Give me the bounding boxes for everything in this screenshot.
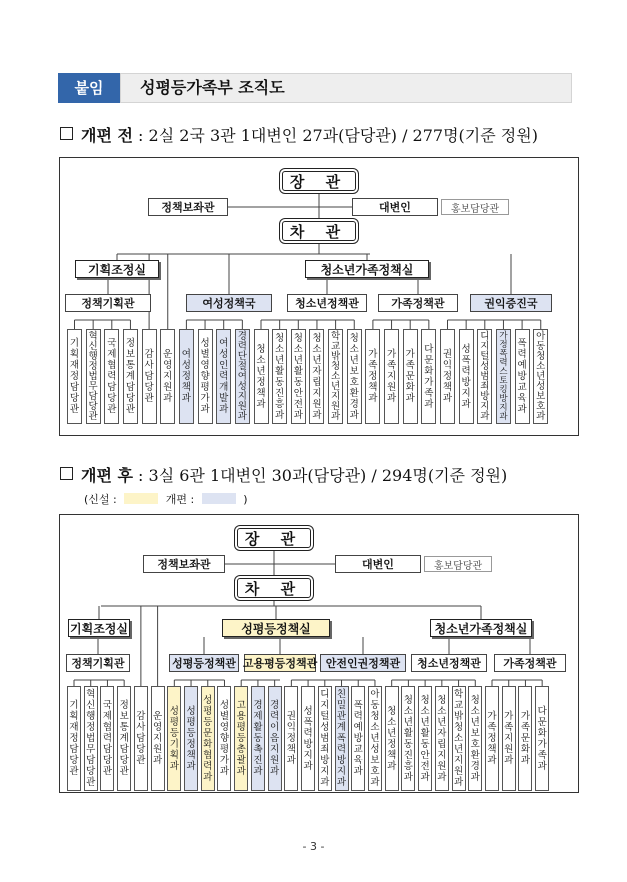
unit-box: 청 소 년 활 동 안 전 과 [418,686,432,791]
unit-box: 폭 력 예 방 교 육 과 [515,329,530,424]
unit-box: 청 소 년 자 립 지 원 과 [309,329,324,424]
bureau-box: 안전인권정책관 [320,654,406,672]
unit-box: 가 족 지 원 과 [384,329,399,424]
unit-box: 아 동 청 소 년 성 보 호 과 [368,686,382,791]
unit-box: 경 력 이 음 지 원 과 [268,686,282,791]
office-box: 청소년가족정책실 [305,260,429,278]
unit-box: 운 영 지 원 과 [151,686,165,791]
page-number: - 3 - [302,840,325,853]
unit-box: 학 교 밖 청 소 년 지 원 과 [452,686,466,791]
unit-box: 청 소 년 정 책 과 [385,686,399,791]
unit-box: 정 보 통 계 담 당 관 [123,329,138,424]
unit-box: 폭 력 예 방 교 육 과 [351,686,365,791]
unit-box: 성 폭 력 방 지 과 [301,686,315,791]
vice-minister-box: 차 관 [282,221,356,241]
bureau-box: 가족정책관 [494,654,566,672]
unit-box: 성 평 등 정 책 과 [184,686,198,791]
unit-box: 친 밀 관 계 폭 력 방 지 과 [335,686,349,791]
spokesperson-box: 대변인 [335,555,421,573]
unit-box: 권 익 정 책 과 [440,329,455,424]
legend-close: ) [243,493,248,506]
unit-box: 다 문 화 가 족 과 [421,329,436,424]
before-label: 개편 전 [81,126,133,145]
pr-officer-box: 홍보담당관 [424,556,492,572]
minister-box: 장 관 [237,528,311,548]
office-box: 청소년가족정책실 [430,619,532,637]
unit-box: 고 용 평 등 총 괄 과 [234,686,248,791]
bureau-box: 가족정책관 [378,294,458,312]
unit-box: 가 족 정 책 과 [485,686,499,791]
unit-box: 가 족 문 화 과 [518,686,532,791]
legend-reorg-label: 개편 : [165,493,195,506]
bureau-box: 여성정책국 [186,294,272,312]
bureau-box: 청소년정책관 [287,294,367,312]
unit-box: 디 지 털 성 범 죄 방 지 과 [477,329,492,424]
spokesperson-box: 대변인 [352,198,438,216]
unit-box: 감 사 담 당 관 [142,329,157,424]
office-box: 기획조정실 [68,619,130,637]
unit-box: 청 소 년 활 동 안 전 과 [291,329,306,424]
unit-box: 성 폭 력 방 지 과 [459,329,474,424]
unit-box: 감 사 담 당 관 [134,686,148,791]
bureau-box: 정책기획관 [65,294,151,312]
bureau-box: 고용평등정책관 [244,654,316,672]
unit-box: 정 보 통 계 담 당 관 [117,686,131,791]
unit-box: 국 제 협 력 담 당 관 [100,686,114,791]
unit-box: 학 교 밖 청 소 년 지 원 과 [328,329,343,424]
unit-box: 가 족 지 원 과 [502,686,516,791]
unit-box: 청 소 년 보 호 환 경 과 [468,686,482,791]
policy-aide-box: 정책보좌관 [143,555,225,573]
unit-box: 혁 신 행 정 법 무 담 당 관 [84,686,98,791]
unit-box: 가 족 정 책 과 [365,329,380,424]
bureau-box: 성평등정책관 [169,654,239,672]
unit-box: 청 소 년 활 동 진 흥 과 [272,329,287,424]
vice-minister-box: 차 관 [237,578,311,598]
unit-box: 성 별 영 향 평 가 과 [198,329,213,424]
attachment-tag: 붙임 [58,73,120,103]
bureau-box: 청소년정책관 [411,654,487,672]
unit-box: 청 소 년 보 호 환 경 과 [347,329,362,424]
unit-box: 성 평 등 문 화 협 력 과 [201,686,215,791]
unit-box: 다 문 화 가 족 과 [535,686,549,791]
office-box: 기획조정실 [75,260,159,278]
unit-box: 청 소 년 활 동 진 흥 과 [401,686,415,791]
unit-box: 가 족 문 화 과 [403,329,418,424]
minister-box: 장 관 [282,171,356,191]
after-label: 개편 후 [81,466,133,485]
unit-box: 운 영 지 원 과 [160,329,175,424]
unit-box: 여 성 정 책 과 [179,329,194,424]
unit-box: 디 지 털 성 범 죄 방 지 과 [318,686,332,791]
unit-box: 경 력 단 절 여 성 지 원 과 [235,329,250,424]
unit-box: 성 평 등 기 획 과 [167,686,181,791]
policy-aide-box: 정책보좌관 [148,198,228,216]
unit-box: 경 제 활 동 촉 진 과 [251,686,265,791]
unit-box: 기 획 재 정 담 당 관 [67,686,81,791]
unit-box: 혁 신 행 정 법 무 담 당 관 [86,329,101,424]
bureau-box: 권익증진국 [470,294,552,312]
before-summary: : 2실 2국 3관 1대변인 27과(담당관) / 277명(기준 정원) [138,126,538,145]
unit-box: 청 소 년 정 책 과 [254,329,269,424]
unit-box: 가 정 폭 력 스 토 킹 방 지 과 [496,329,511,424]
unit-box: 아 동 청 소 년 성 보 호 과 [533,329,548,424]
after-summary: : 3실 6관 1대변인 30과(담당관) / 294명(기준 정원) [138,466,508,485]
unit-box: 청 소 년 자 립 지 원 과 [435,686,449,791]
document-title: 성평등가족부 조직도 [140,78,285,97]
office-box: 성평등정책실 [222,619,330,637]
unit-box: 여 성 인 력 개 발 과 [216,329,231,424]
unit-box: 기 획 재 정 담 당 관 [67,329,82,424]
legend-new-label: (신설 : [84,493,117,506]
unit-box: 국 제 협 력 담 당 관 [104,329,119,424]
bureau-box: 정책기획관 [66,654,130,672]
unit-box: 권 익 정 책 과 [284,686,298,791]
unit-box: 성 별 영 향 평 가 과 [217,686,231,791]
pr-officer-box: 홍보담당관 [441,199,509,215]
